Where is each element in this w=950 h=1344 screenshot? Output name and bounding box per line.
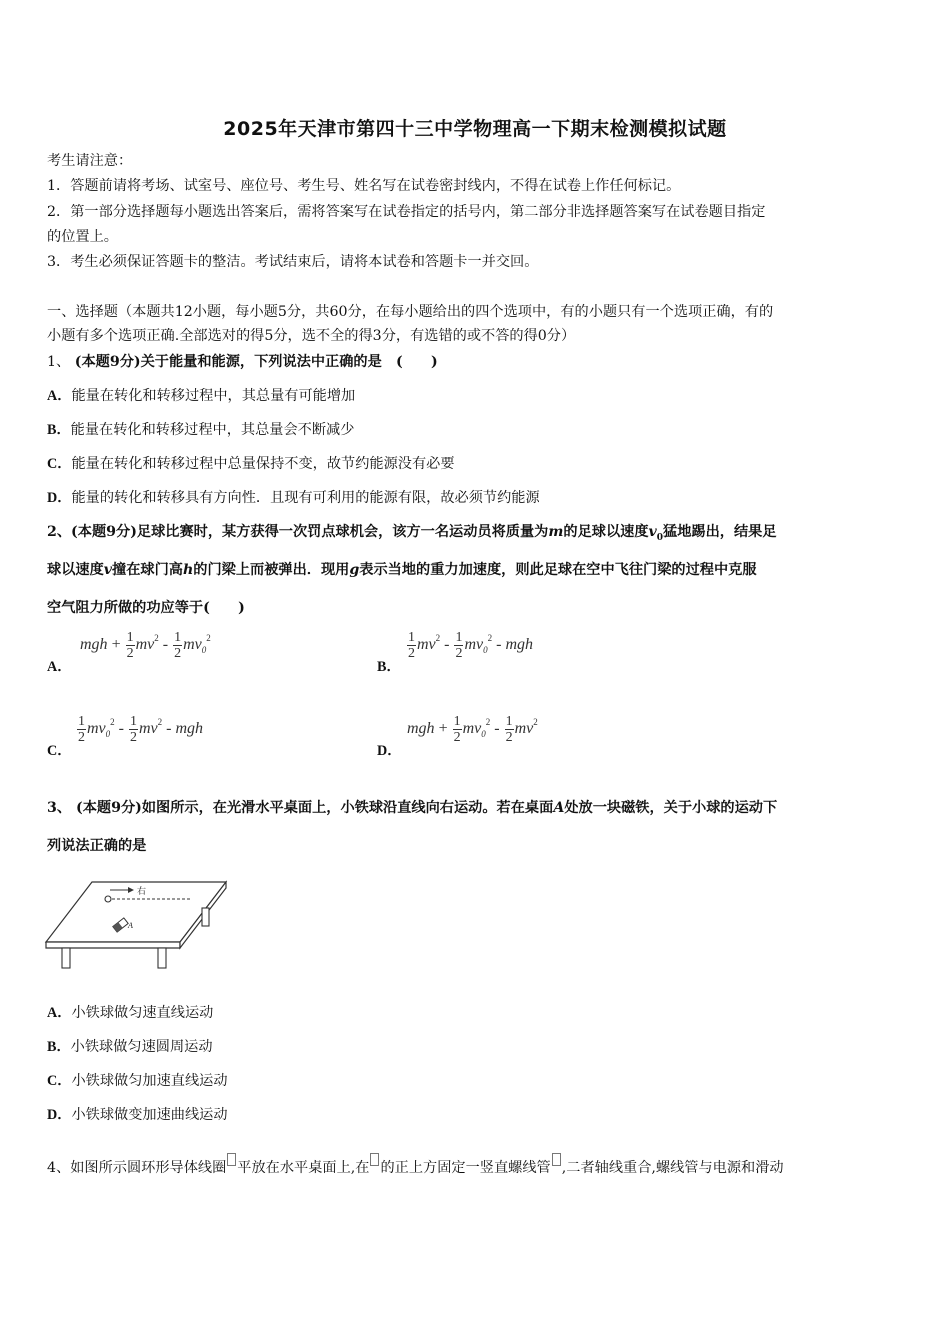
q1-option-a[interactable] <box>47 386 355 406</box>
op-minus: - <box>166 720 172 738</box>
q4-text: 平放在水平桌面上,在 <box>237 1160 370 1176</box>
var-v: v <box>103 562 113 578</box>
missing-glyph-icon <box>227 1153 236 1166</box>
q2-option-b-formula[interactable] <box>406 630 533 661</box>
q2-option-d-letter[interactable] <box>377 741 401 761</box>
q4-text: 4、如图所示圆环形导体线圈 <box>47 1160 227 1176</box>
q4-text: 的正上方固定一竖直螺线管 <box>380 1160 551 1176</box>
table-leg <box>158 948 166 968</box>
q2-option-b-letter[interactable] <box>377 657 401 677</box>
q2-text: 表示当地的重力加速度，则此足球在空中飞往门梁的过程中克服 <box>359 562 757 578</box>
frac-num: 1 <box>505 714 513 729</box>
q2-text: 2、(本题9分)足球比赛时，某方获得一次罚点球机会，该方一名运动员将质量为 <box>47 524 549 540</box>
sup-2: 2 <box>206 633 211 644</box>
q3-option-c[interactable] <box>47 1071 228 1091</box>
sup-2: 2 <box>485 717 491 728</box>
q1-option-d[interactable] <box>47 488 540 508</box>
notice-item-3: 3．考生必须保证答题卡的整洁。考试结束后，请将本试卷和答题卡一并交回。 <box>47 254 539 270</box>
option-text: 能量在转化和转移过程中，其总量有可能增加 <box>71 388 356 404</box>
q2-text: 撞在球门高 <box>112 562 183 578</box>
notice-heading: 考生请注意： <box>47 153 133 169</box>
frac-num: 1 <box>408 630 415 645</box>
option-letter: C． <box>47 1073 72 1089</box>
page-title: 2025年天津市第四十三中学物理高一下期末检测模拟试题 <box>223 118 727 140</box>
q4-stem-line1 <box>47 1153 784 1178</box>
sub-0: 0 <box>483 645 488 656</box>
option-letter: B． <box>47 422 71 438</box>
q2-text: 猛地踢出，结果足 <box>663 524 777 540</box>
option-text: 小铁球做变加速曲线运动 <box>71 1107 228 1123</box>
sup-2: 2 <box>435 633 441 644</box>
q2-option-c-formula[interactable] <box>76 714 203 745</box>
sub-0: 0 <box>481 729 486 740</box>
q1-stem <box>47 352 438 372</box>
iron-ball <box>105 896 111 902</box>
frac-den: 2 <box>408 646 415 661</box>
option-letter: C． <box>47 456 72 472</box>
op-plus: + <box>111 636 121 654</box>
q3-option-d[interactable] <box>47 1105 228 1125</box>
option-letter: A． <box>47 388 72 404</box>
frac-num: 1 <box>78 714 85 729</box>
frac-den: 2 <box>78 730 85 745</box>
term-mv0: mv <box>183 636 202 654</box>
var-h: h <box>182 562 194 578</box>
frac-num: 1 <box>455 630 463 645</box>
frac-half <box>129 714 138 745</box>
sup-2: 2 <box>154 633 159 644</box>
var-v0-sub: 0 <box>656 533 664 543</box>
frac-num: 1 <box>453 714 461 729</box>
var-m: m <box>548 524 564 540</box>
q2-text: 的门梁上而被弹出．现用 <box>193 562 350 578</box>
term-mv: mv <box>138 720 158 738</box>
q1-option-c[interactable] <box>47 454 455 474</box>
op-minus: - <box>118 720 124 738</box>
term-mgh: mgh <box>407 720 435 738</box>
q2-stem-line1 <box>47 522 777 548</box>
missing-glyph-icon <box>370 1153 379 1166</box>
term-mv: mv <box>135 636 155 654</box>
sub-0: 0 <box>201 645 207 656</box>
frac-den: 2 <box>129 730 137 745</box>
q2-option-c-letter[interactable] <box>47 741 71 761</box>
q3-stem-line2: 列说法正确的是 <box>47 838 147 854</box>
frac-den: 2 <box>455 646 463 661</box>
q3-option-a[interactable] <box>47 1003 213 1023</box>
table-top <box>46 882 226 942</box>
q3-table-figure <box>44 876 234 972</box>
op-minus: - <box>444 636 450 654</box>
frac-half <box>77 714 86 745</box>
q2-option-d-formula[interactable] <box>407 714 538 745</box>
term-mgh: mgh <box>80 636 108 654</box>
var-v0: v <box>648 524 657 540</box>
option-text: 能量在转化和转移过程中，其总量会不断减少 <box>70 422 355 438</box>
option-letter: D． <box>47 1107 72 1123</box>
table-leg <box>62 948 70 968</box>
var-A: A <box>553 800 565 816</box>
option-text: 能量在转化和转移过程中总量保持不变，故节约能源没有必要 <box>71 456 455 472</box>
option-letter: D． <box>377 743 402 759</box>
q2-text: 球以速度 <box>47 562 104 578</box>
frac-den: 2 <box>174 646 182 661</box>
op-minus: - <box>496 636 502 654</box>
notice-item-1: 1．答题前请将考场、试室号、座位号、考生号、姓名写在试卷密封线内，不得在试卷上作任何标记。 <box>47 178 681 194</box>
q1-text: (本题9分)关于能量和能源，下列说法中正确的是 ( ) <box>74 354 438 370</box>
option-text: 小铁球做匀速圆周运动 <box>70 1039 213 1055</box>
option-letter: B． <box>377 659 401 675</box>
option-letter: A． <box>47 1005 72 1021</box>
term-mv0: mv <box>87 720 106 738</box>
frac-half <box>454 630 463 661</box>
op-minus: - <box>494 720 500 738</box>
frac-half <box>453 714 462 745</box>
sup-2: 2 <box>487 633 493 644</box>
frac-den: 2 <box>505 730 513 745</box>
q1-option-b[interactable] <box>47 420 354 440</box>
section-heading-line1: 一、选择题（本题共12小题，每小题5分，共60分，在每小题给出的四个选项中，有的小题只有一个选项正确，有的 <box>47 304 774 320</box>
term-mgh: mgh <box>505 636 534 654</box>
section-heading-line2: 小题有多个选项正确.全部选对的得5分，选不全的得3分，有选错的或不答的得0分） <box>47 328 576 344</box>
q2-option-a-formula[interactable] <box>80 630 211 661</box>
table-leg <box>202 908 209 926</box>
arrow-label: 右 <box>137 887 147 897</box>
term-mgh: mgh <box>175 720 204 738</box>
frac-half <box>173 630 182 661</box>
q2-option-a-letter[interactable] <box>47 657 71 677</box>
term-mv: mv <box>417 636 436 654</box>
notice-item-2: 2．第一部分选择题每小题选出答案后，需将答案写在试卷指定的括号内，第二部分非选择题答案写在试卷题目指定 <box>47 204 766 220</box>
option-letter: D． <box>47 490 72 506</box>
q1-number: 1、 <box>47 354 71 370</box>
frac-half <box>126 630 135 661</box>
q2-text: 的足球以速度 <box>563 524 649 540</box>
option-letter: B． <box>47 1039 71 1055</box>
frac-half <box>407 630 416 661</box>
frac-num: 1 <box>174 630 182 645</box>
table-edge <box>46 942 180 948</box>
notice-item-2-cont: 的位置上。 <box>47 229 118 245</box>
sup-2: 2 <box>157 717 163 728</box>
q3-text: 处放一块磁铁，关于小球的运动下 <box>564 800 778 816</box>
op-plus: + <box>438 720 448 738</box>
sub-0: 0 <box>105 729 111 740</box>
frac-den: 2 <box>453 730 461 745</box>
option-letter: C． <box>47 743 72 759</box>
q3-option-b[interactable] <box>47 1037 213 1057</box>
sup-2: 2 <box>533 717 538 728</box>
frac-num: 1 <box>126 630 134 645</box>
option-letter: A． <box>47 659 72 675</box>
option-text: 能量的转化和转移具有方向性．且现有可利用的能源有限，故必须节约能源 <box>71 490 540 506</box>
q3-stem-line1 <box>47 798 777 818</box>
term-mv0: mv <box>464 636 484 654</box>
q3-text: 3、 (本题9分)如图所示，在光滑水平桌面上，小铁球沿直线向右运动。若在桌面 <box>47 800 554 816</box>
option-text: 小铁球做匀速直线运动 <box>71 1005 214 1021</box>
frac-den: 2 <box>126 646 134 661</box>
missing-glyph-icon <box>552 1153 561 1166</box>
var-g: g <box>349 562 360 578</box>
option-text: 小铁球做匀加速直线运动 <box>71 1073 228 1089</box>
q4-text: ,二者轴线重合,螺线管与电源和滑动 <box>561 1160 784 1176</box>
point-label: A <box>128 921 133 930</box>
frac-num: 1 <box>129 714 137 729</box>
term-mv0: mv <box>462 720 482 738</box>
sup-2: 2 <box>110 717 115 728</box>
q2-stem-line3: 空气阻力所做的功应等于( ) <box>47 600 245 616</box>
op-minus: - <box>162 636 169 654</box>
q2-stem-line2 <box>47 560 757 580</box>
term-mv: mv <box>514 720 534 738</box>
frac-half <box>505 714 514 745</box>
